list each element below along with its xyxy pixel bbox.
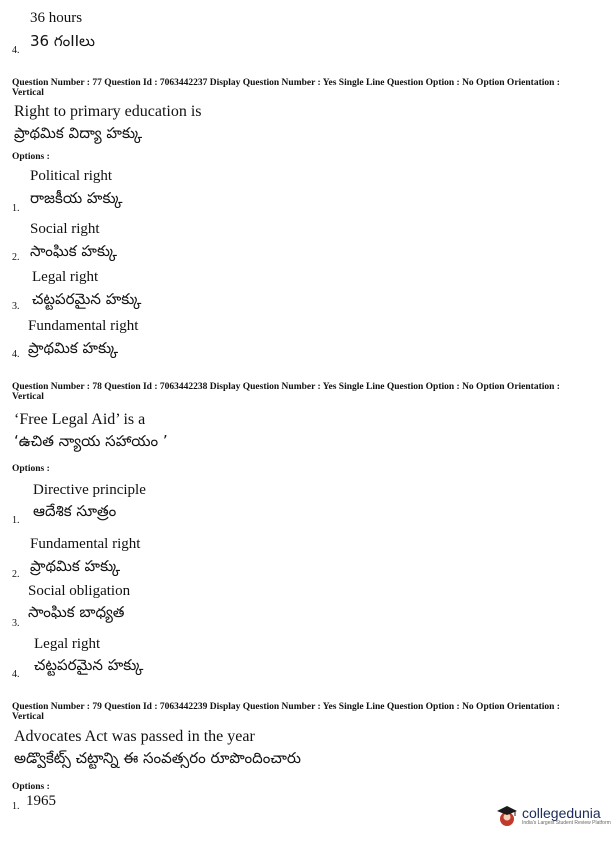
q79-option-1-number: 1.: [12, 801, 20, 812]
q78-option-4-telugu: చట్టపరమైన హక్కు: [34, 656, 144, 674]
q77-option-4-number: 4.: [12, 349, 20, 360]
q77-option-1-number: 1.: [12, 203, 20, 214]
q78-option-3-telugu: సాంఘిక బాధ్యత: [28, 603, 125, 621]
q77-option-3-number: 3.: [12, 301, 20, 312]
q78-option-2-number: 2.: [12, 569, 20, 580]
question-77-options-label: Options :: [12, 152, 50, 162]
q78-option-2-telugu: ప్రాథమిక హక్కు: [30, 557, 121, 575]
q77-option-2-english: Social right: [30, 221, 100, 237]
question-79-text-english: Advocates Act was passed in the year: [14, 728, 255, 745]
q78-option-3-number: 3.: [12, 618, 20, 629]
question-79-options-label: Options :: [12, 782, 50, 792]
question-78-options-label: Options :: [12, 464, 50, 474]
collegedunia-logo: [496, 804, 611, 828]
q77-option-3-telugu: చట్టపరమైన హక్కు: [32, 290, 142, 308]
q77-option-1-telugu: రాజకీయ హక్కు: [30, 189, 123, 207]
q79-option-1-english: 1965: [26, 793, 56, 809]
question-78-meta: Question Number : 78 Question Id : 7063442238 Display Question Number : Yes Single Line Question Option : No Option Orientation : Vertical: [12, 382, 560, 402]
question-79-text-telugu: అడ్వొకేట్స్ చట్టాన్ని ఈ సంవత్సరం రూపొందించారు: [14, 749, 301, 767]
question-79-meta: Question Number : 79 Question Id : 7063442239 Display Question Number : Yes Single Line Question Option : No Option Orientation : Vertical: [12, 702, 560, 722]
question-77-text-english: Right to primary education is: [14, 103, 202, 120]
logo-tagline: India's Largest Student Review Platform: [522, 820, 611, 826]
graduate-icon: [496, 804, 518, 828]
q78-option-3-english: Social obligation: [28, 583, 131, 599]
q78-option-4-number: 4.: [12, 669, 20, 680]
q77-option-4-telugu: ప్రాథమిక హక్కు: [28, 339, 119, 357]
logo-name: collegedunia: [522, 805, 601, 821]
q77-option-1-english: Political right: [30, 168, 113, 184]
q77-option-3-english: Legal right: [32, 269, 99, 285]
q78-option-1-number: 1.: [12, 515, 20, 526]
prev-option-4-telugu: 36 గంIIలు: [30, 32, 95, 50]
q78-option-2-english: Fundamental right: [30, 536, 141, 552]
question-78-text-telugu: ‘ఉచిత న్యాయ సహాయం ’: [14, 432, 168, 450]
prev-option-4-number: 4.: [12, 45, 20, 56]
question-77-text-telugu: ప్రాథమిక విద్యా హక్కు: [14, 124, 143, 142]
prev-option-4-english: 36 hours: [30, 10, 83, 26]
q77-option-2-telugu: సాంఘిక హక్కు: [30, 242, 118, 260]
question-77-meta: Question Number : 77 Question Id : 7063442237 Display Question Number : Yes Single Line Question Option : No Option Orientation : Vertical: [12, 78, 560, 98]
q77-option-2-number: 2.: [12, 252, 20, 263]
q78-option-1-english: Directive principle: [33, 482, 146, 498]
q78-option-1-telugu: ఆదేశిక సూత్రం: [33, 502, 117, 520]
q78-option-4-english: Legal right: [34, 636, 101, 652]
q77-option-4-english: Fundamental right: [28, 318, 139, 334]
question-78-text-english: ‘Free Legal Aid’ is a: [14, 411, 146, 428]
